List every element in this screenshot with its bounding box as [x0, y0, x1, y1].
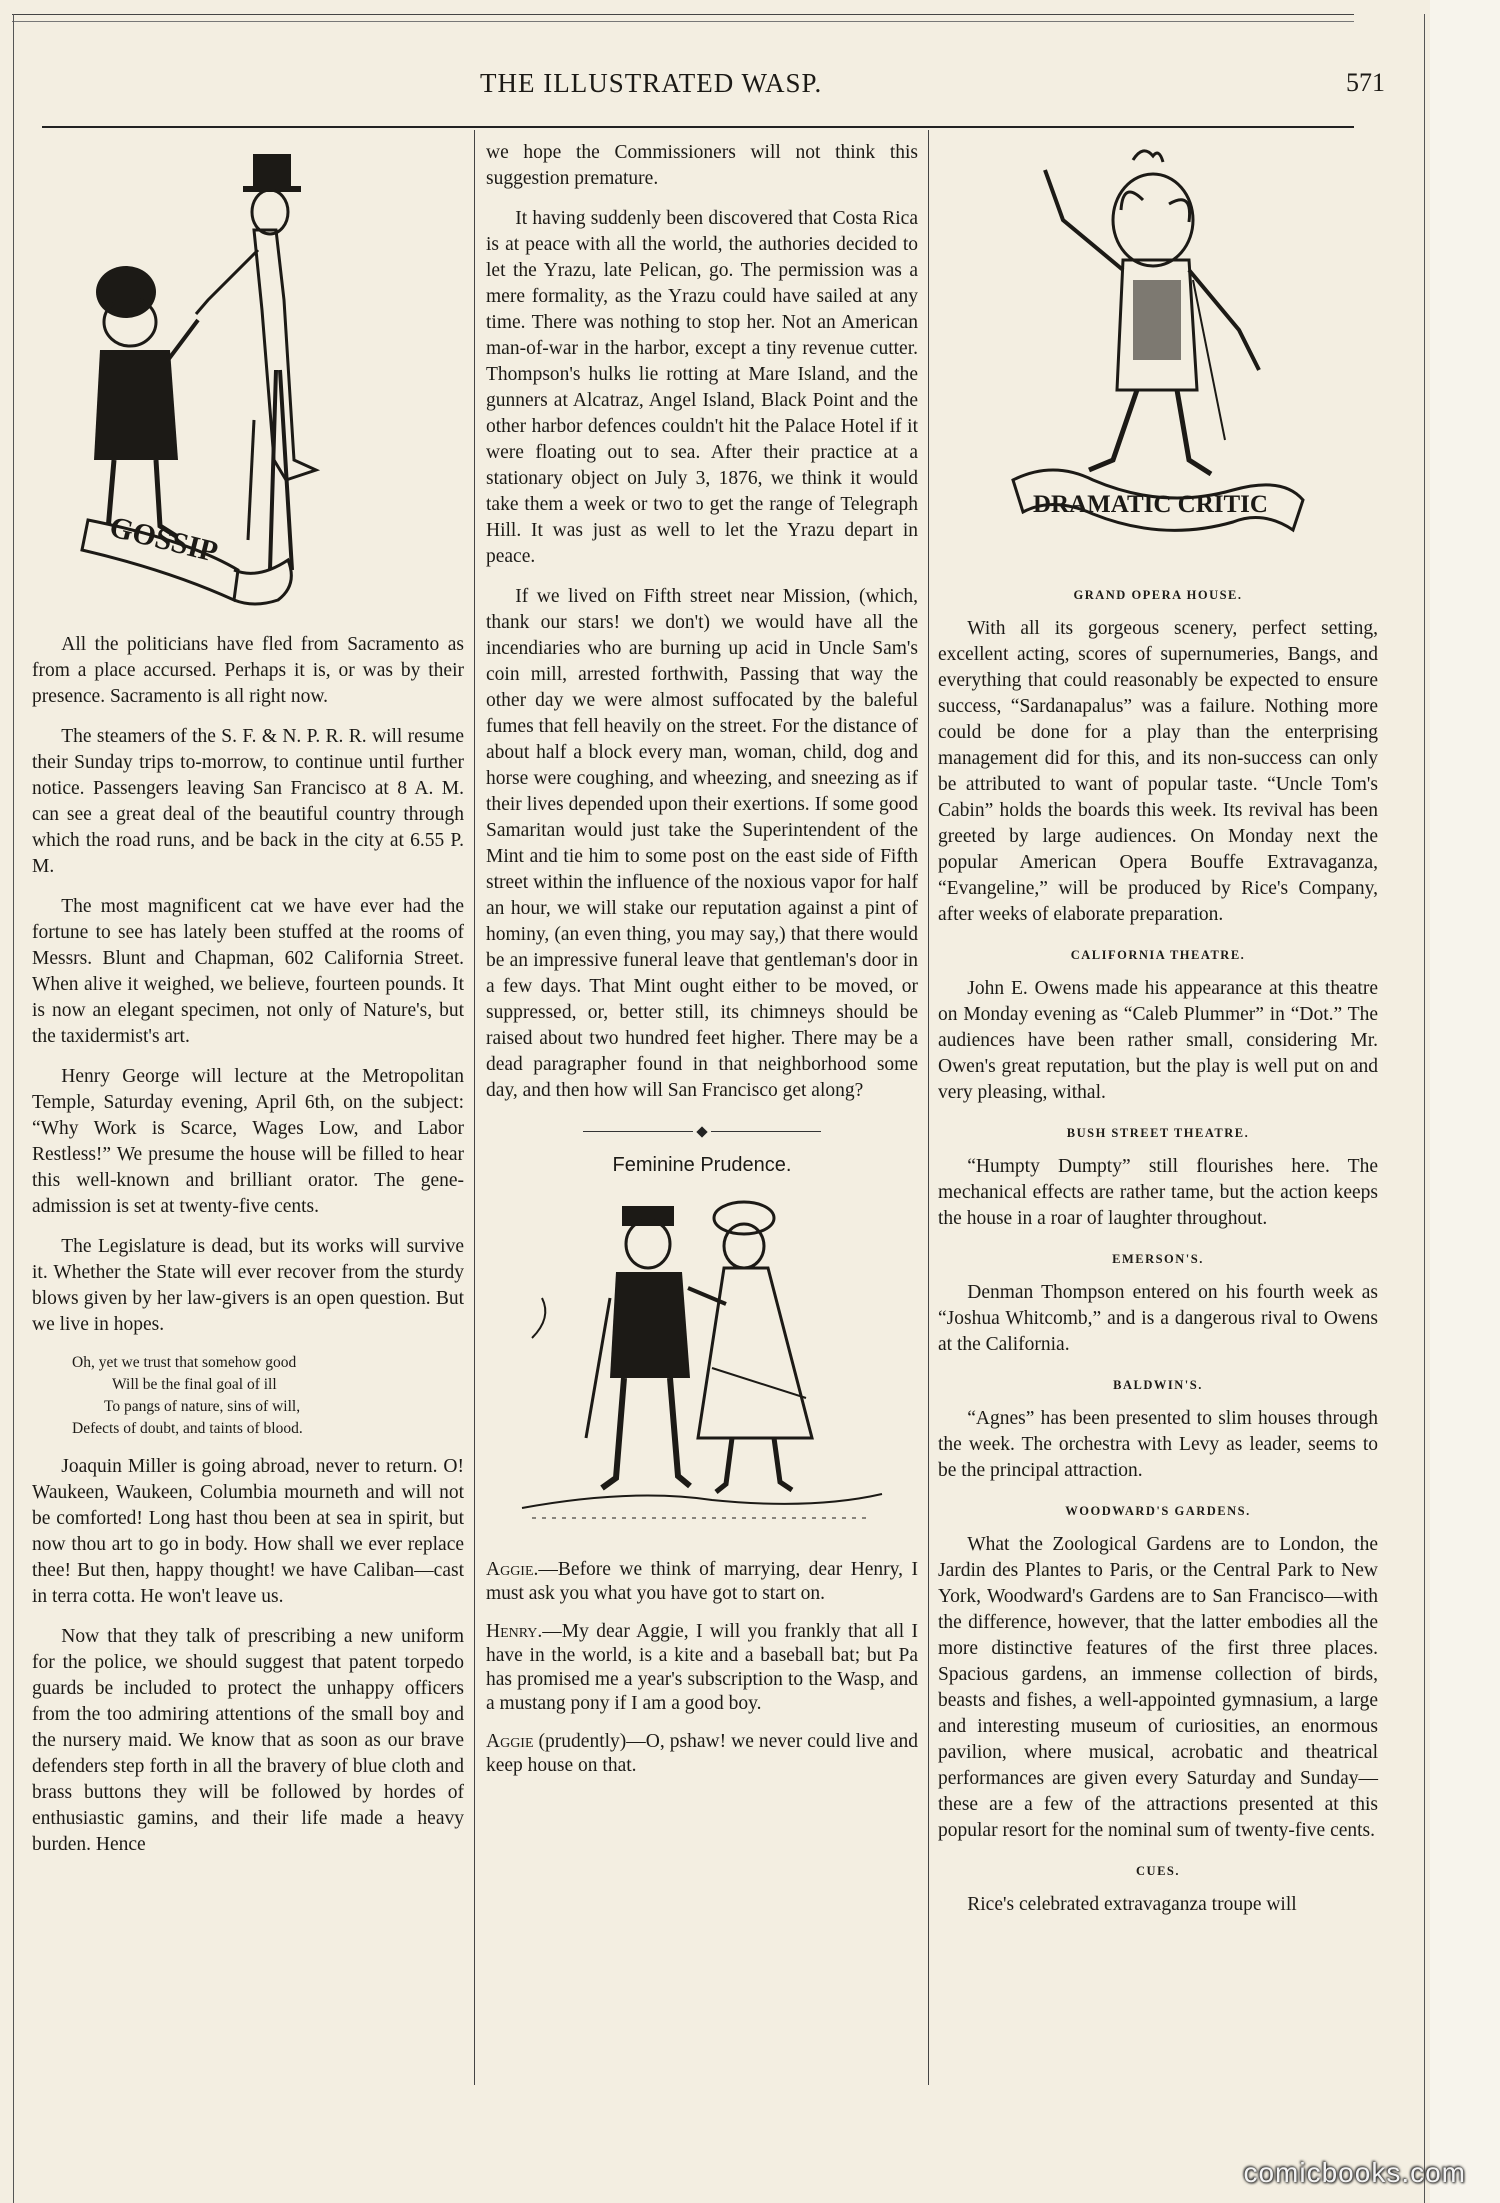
dialogue-aggie-reply: Aggie (prudently)—O, pshaw! we never could live and keep house on that.	[486, 1731, 918, 1776]
review-paragraph: Denman Thompson entered on his fourth week as “Joshua Whitcomb,” and is a dangerous rival to Owens at the California.	[938, 1282, 1378, 1355]
verse-line: Defects of doubt, and taints of blood.	[72, 1420, 303, 1437]
verse-line: Oh, yet we trust that somehow good	[72, 1354, 297, 1371]
header-rule	[42, 126, 1354, 128]
gossip-label: GOSSIP	[106, 510, 222, 569]
article-paragraph: Henry George will lecture at the Metropolitan Temple, Saturday evening, April 6th, on the subject: “Why Work is Scarce, Wages Low, and Labor Restless!” We presume the house will be filled to hear this well-known and brilliant orator. The gene-admission is set at twenty-five cents.	[32, 1066, 464, 1217]
review-paragraph: “Agnes” has been presented to slim houses through the week. The orchestra with Levy as leader, seems to be the principal attraction.	[938, 1408, 1378, 1481]
dramatic-critic-label: DRAMATIC CRITIC	[1033, 491, 1268, 518]
running-title: THE ILLUSTRATED WASP.	[480, 68, 823, 98]
article-paragraph: The Legislature is dead, but its works will survive it. Whether the State will ever recover from the sturdy blows given by her law-givers is an open question. But we live in hopes.	[32, 1236, 464, 1335]
right-border	[1424, 14, 1425, 2203]
gossip-cartoon	[48, 130, 448, 620]
left-border	[13, 14, 14, 2203]
feminine-prudence-illustration	[512, 1188, 892, 1548]
review-paragraph: With all its gorgeous scenery, perfect setting, excellent acting, scores of supernumeries, Bangs, and everything that could reasonably be expected to ensure success, “Sardanapalus” was a failure. Nothing more could be done for a play than the enterprising management did for this, and its non-success can only be attributed to want of popular taste. “Uncle Tom's Cabin” holds the boards this week. Its revival has been greeted by large audiences. On Monday next the popular American Opera Bouffe Extravaganza, “Evangeline,” will be produced by Rice's Company, after weeks of elaborate preparation.	[938, 618, 1378, 925]
section-heading: WOODWARD'S GARDENS.	[1065, 1504, 1251, 1518]
section-title: Feminine Prudence.	[612, 1154, 792, 1176]
article-paragraph: The steamers of the S. F. & N. P. R. R. will resume their Sunday trips to-morrow, to continue until further notice. Passengers leaving San Francisco at 8 A. M. can see a great deal of the beautiful country through which the road runs, and be back in the city at 6.55 P. M.	[32, 726, 464, 877]
article-paragraph: If we lived on Fifth street near Mission, (which, thank our stars! we don't) we would have all the incendiaries who are burning up acid in Uncle Sam's coin mill, arrested forthwith, Passing that way the other day we were almost suffocated by the baleful fumes that fell heavily on the street. For the distance of about half a block every man, woman, child, dog and horse were coughing, and wheezing, and sneezing as if their lives depended upon their exertions. If some good Samaritan would just take the Superintendent of the Mint and tie him to some post on the east side of Fifth street within the influence of the noxious vapor for half an hour, we will stake our reputation against a pint of hominy, (an even thing, you may say,) that there would be an impressive funeral leave that gentleman's door in a few days. That Mint ought either to be moved, or suppressed, or, better still, its chimneys should be raised about two hundred feet higher. There may be a dead paragrapher found in that neighborhood some day, and then how will San Francisco get along?	[486, 586, 918, 1101]
section-heading: CALIFORNIA THEATRE.	[1070, 948, 1246, 962]
verse-quote	[32, 1352, 464, 1440]
page-edge	[1430, 0, 1500, 2203]
dialogue-aggie: Aggie.—Before we think of marrying, dear Henry, I must ask you what you have got to start on.	[486, 1559, 918, 1604]
column-1	[32, 130, 464, 1872]
watermark: comicbooks.com	[1243, 2157, 1466, 2188]
column-3	[938, 130, 1378, 1932]
top-rule-secondary	[12, 21, 1354, 22]
review-paragraph: John E. Owens made his appearance at this theatre on Monday evening as “Caleb Plummer” in “Dot.” The audiences have been rather small, considering Mr. Owen's great reputation, but the play is well put on and very pleasing, withal.	[938, 978, 1378, 1103]
review-paragraph: Rice's celebrated extravaganza troupe will	[967, 1894, 1297, 1915]
page-number: 571	[1346, 68, 1385, 97]
review-paragraph: “Humpty Dumpty” still flourishes here. The mechanical effects are rather tame, but the action keeps the house in a roar of laughter throughout.	[938, 1156, 1378, 1229]
verse-line: To pangs of nature, sins of will,	[104, 1398, 301, 1415]
article-paragraph: we hope the Commissioners will not think this suggestion premature.	[486, 142, 918, 189]
review-paragraph: What the Zoological Gardens are to London, the Jardin des Plantes to Paris, or the Central Park to New York, Woodward's Gardens are to San Francisco—with the difference, however, that the latter embodies all the more distinctive features of the first three places. Spacious gardens, an immense collection of birds, beasts and fishes, a well-appointed gymnasium, a large and interesting museum of curiosities, an enormous pavilion, where musical, acrobatic and theatrical performances are given every Saturday and Sunday—these are a few of the attractions presented at this popular resort for the nominal sum of twenty-five cents.	[938, 1534, 1378, 1841]
article-paragraph: The most magnificent cat we have ever had the fortune to see has lately been stuffed at the rooms of Messrs. Blunt and Chapman, 602 California Street. When alive it weighed, we believe, fourteen pounds. It is now an elegant specimen, not only of Nature's, but the taxidermist's art.	[32, 896, 464, 1047]
article-paragraph: It having suddenly been discovered that Costa Rica is at peace with all the world, the authories decided to let the Yrazu, late Pelican, go. The permission was a mere formality, as the Yrazu could have sailed at any time. There was nothing to stop her. Not an American man-of-war in the harbor, except a tiny revenue cutter. Thompson's hulks lie rotting at Mare Island, and the gunners at Alcatraz, Angel Island, Black Point and the other harbor defences couldn't hit the Palace Hotel if it were floating out to sea. After their practice at a stationary object on July 3, 1876, we think it would take them a week or two to get the range of Telegraph Hill. It was just as well to let the Yrazu depart in peace.	[486, 208, 918, 567]
article-paragraph: Now that they talk of prescribing a new uniform for the police, we should suggest that patent torpedo guards be included to protect the unhappy officers from the too admiring attentions of the small boy and the nursery maid. We know that as soon as our brave defenders step forth in all the bravery of blue cloth and brass buttons they will be followed by hordes of enthusiastic gamins, and their life made a heavy burden. Hence	[32, 1626, 464, 1855]
section-heading: BALDWIN'S.	[1113, 1378, 1203, 1392]
section-heading: EMERSON'S.	[1112, 1252, 1204, 1266]
article-paragraph: All the politicians have fled from Sacramento as from a place accursed. Perhaps it is, or was by their presence. Sacramento is all right now.	[32, 634, 464, 707]
verse-line: Will be the final goal of ill	[112, 1376, 277, 1393]
column-2	[486, 140, 918, 1792]
dramatic-critic-cartoon	[993, 130, 1323, 570]
column-divider-1	[474, 130, 475, 2085]
dialogue-henry: Henry.—My dear Aggie, I will you frankly that all I have in the world, is a kite and a baseball bat; but Pa has promised me a year's subscription to the Wasp, and a mustang pony if I am a good boy.	[486, 1621, 918, 1714]
section-heading: CUES.	[1136, 1864, 1180, 1878]
top-rule	[12, 14, 1354, 15]
section-ornament	[486, 1118, 918, 1144]
column-divider-2	[928, 130, 929, 2085]
article-paragraph: Joaquin Miller is going abroad, never to return. O! Waukeen, Waukeen, Columbia mourneth and will not be comforted! Long hast thou been at sea in spirit, but now thou art to go in body. How shall we ever replace thee! But then, happy thought! we have Caliban—cast in terra cotta. He won't leave us.	[32, 1456, 464, 1607]
section-heading: BUSH STREET THEATRE.	[1066, 1126, 1250, 1140]
section-heading: GRAND OPERA HOUSE.	[1073, 588, 1243, 602]
